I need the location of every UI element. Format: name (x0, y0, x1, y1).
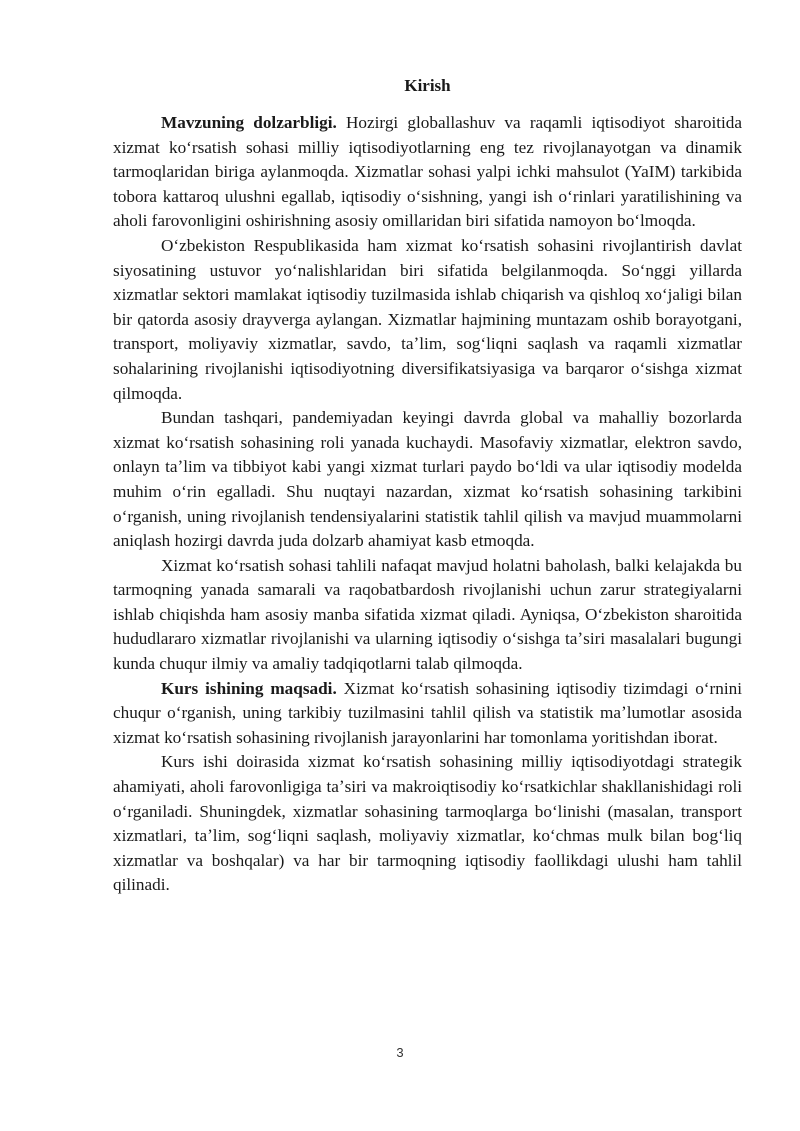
paragraph-text: Oʻzbekiston Respublikasida ham xizmat koʻrsatish sohasini rivojlantirish davlat siyosatining ustuvor yoʻnalishlaridan biri sifatida belgilanmoqda. Soʻnggi yillarda xizmatlar sektori mamlakat iqtisodiy tuzilmasida ishlab chiqarish va qishloq xoʻjaligi bilan bir qatorda asosiy drayverga aylangan. Xizmatlar hajmining muntazam oshib borayotgani, transport, moliyaviy xizmatlar, savdo, taʼlim, sogʻliqni saqlash va raqamli xizmatlar sohalarining rivojlanishi iqtisodiyotning diversifikatsiyasiga va barqaror oʻsishga xizmat qilmoqda. (113, 235, 742, 403)
section-title: Kirish (404, 76, 451, 95)
paragraph-relevance (113, 111, 742, 234)
paragraph-text: Hozirgi globallashuv va raqamli iqtisodiyot sharoitida xizmat koʻrsatish sohasi milliy iqtisodiyotlarning eng tez rivojlanayotgan va dinamik tarmoqlaridan biriga aylanmoqda. Xizmatlar sohasi yalpi ichki mahsulot (YaIM) tarkibida tobora kattaroq ulushni egallab, iqtisodiy oʻsishning, yangi ish oʻrinlari yaratilishining va aholi farovonligini oshirishning asosiy omillaridan biri sifatida namoyon boʻlmoqda. (113, 113, 742, 231)
paragraph (113, 554, 742, 677)
document-page (113, 76, 742, 898)
paragraph-text: Xizmat koʻrsatish sohasi tahlili nafaqat mavjud holatni baholash, balki kelajakda bu tarmoqning yanada samarali va raqobatbardosh rivojlanishi uchun zarur strategiyalarni ishlab chiqishda ham asosiy manba sifatida xizmat qiladi. Ayniqsa, Oʻzbekiston sharoitida hududlararo xizmatlar rivojlanishi va ularning iqtisodiy oʻsishga taʼsiri masalalari bugungi kunda chuqur ilmiy va amaliy tadqiqotlarni talab qilmoqda. (113, 555, 742, 674)
page-number: 3 (396, 1045, 404, 1060)
paragraph-text: Xizmat koʻrsatish sohasining iqtisodiy tizimdagi oʻrnini chuqur oʻrganish, uning tarkibiy tuzilmasini tahlil qilish va statistik maʼlumotlar asosida xizmat koʻrsatish sohasining rivojlanish jarayonlarini har tomonlama yoritishdan iborat. (113, 678, 742, 747)
paragraph (113, 406, 742, 554)
paragraph-lead: Kurs ishining maqsadi. (161, 678, 337, 698)
paragraph-lead: Mavzuning dolzarbligi. (161, 113, 337, 132)
paragraph-text: Bundan tashqari, pandemiyadan keyingi davrda global va mahalliy bozorlarda xizmat koʻrsatish sohasining roli yanada kuchaydi. Masofaviy xizmatlar, elektron savdo, onlayn taʼlim va tibbiyot kabi yangi xizmat turlari paydo boʻldi va ular iqtisodiy modelda muhim oʻrin egalladi. Shu nuqtayi nazardan, xizmat koʻrsatish sohasining tarkibini oʻrganish, uning rivojlanish tendensiyalarini statistik tahlil qilish va mavjud muammolarni aniqlash hozirgi davrda juda dolzarb ahamiyat kasb etmoqda. (113, 408, 742, 551)
paragraph (113, 234, 742, 406)
paragraph (113, 750, 742, 898)
paragraph-goal (113, 677, 742, 751)
paragraph-text: Kurs ishi doirasida xizmat koʻrsatish sohasining milliy iqtisodiyotdagi strategik ahamiyati, aholi farovonligiga taʼsiri va makroiqtisodiy koʻrsatkichlar shakllanishidagi roli oʻrganiladi. Shuningdek, xizmatlar sohasining tarmoqlarga boʻlinishi (masalan, transport xizmatlari, taʼlim, sogʻliqni saqlash, moliyaviy xizmatlar, koʻchmas mulk bilan bogʻliq xizmatlar va boshqalar) va har bir tarmoqning iqtisodiy faollikdagi ulushi ham tahlil qilinadi. (113, 752, 742, 895)
